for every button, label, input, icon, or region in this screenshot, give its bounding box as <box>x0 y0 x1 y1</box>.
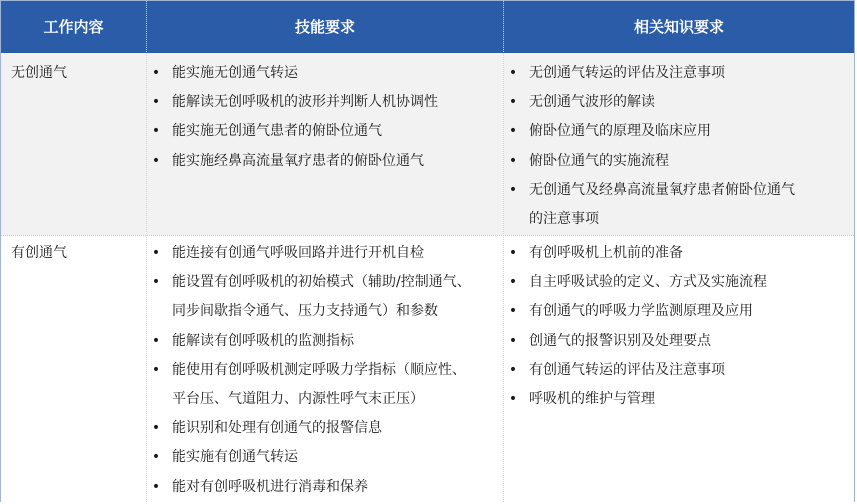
list-item: • 有创呼吸机上机前的准备 <box>508 245 683 261</box>
list-item: • 创通气的报警识别及处理要点 <box>508 332 711 349</box>
list-item: • 能实施无创通气患者的俯卧位通气 <box>151 123 382 140</box>
list-item: • 无创通气转运的评估及注意事项 <box>508 65 725 81</box>
list-item-continuation: 平台压、气道阻力、内源性呼气末正压） <box>172 390 424 407</box>
list-item: • 能实施经鼻高流量氧疗患者的俯卧位通气 <box>151 152 424 169</box>
skills-list-invasive <box>147 239 471 502</box>
list-item: • 无创通气波形的解读 <box>508 94 655 111</box>
list-item: • 能使用有创呼吸机测定呼吸力学指标（顺应性、 <box>151 361 466 378</box>
list-item-continuation: 同步间歇指令通气、压力支持通气）和参数 <box>172 303 438 320</box>
row-divider <box>1 235 854 236</box>
row-title-invasive: 有创通气 <box>11 245 67 261</box>
list-item: • 俯卧位通气的原理及临床应用 <box>508 123 711 140</box>
header-knowledge-requirements: 相关知识要求 <box>633 18 724 36</box>
skills-list-noninvasive <box>147 59 438 176</box>
table-header <box>1 1 854 53</box>
knowledge-list-noninvasive <box>504 59 795 234</box>
list-item: • 能识别和处理有创通气的报警信息 <box>151 420 382 437</box>
list-item: • 能解读无创呼吸机的波形并判断人机协调性 <box>151 94 438 111</box>
list-item: • 能实施无创通气转运 <box>151 65 298 81</box>
list-item: • 俯卧位通气的实施流程 <box>508 152 669 169</box>
list-item: • 自主呼吸试验的定义、方式及实施流程 <box>508 274 767 291</box>
knowledge-list-invasive <box>504 239 767 414</box>
header-work-content: 工作内容 <box>43 18 104 36</box>
list-item: • 呼吸机的维护与管理 <box>508 390 655 407</box>
list-item: • 有创通气转运的评估及注意事项 <box>508 361 725 378</box>
list-item-continuation: 的注意事项 <box>529 210 599 227</box>
list-item: • 有创通气的呼吸力学监测原理及应用 <box>508 303 753 320</box>
header-skill-requirements: 技能要求 <box>294 18 355 36</box>
list-item: • 能连接有创通气呼吸回路并进行开机自检 <box>151 245 424 261</box>
list-item: • 无创通气及经鼻高流量氧疗患者俯卧位通气 <box>508 181 795 198</box>
row-title-noninvasive: 无创通气 <box>11 65 67 81</box>
list-item: • 能解读有创呼吸机的监测指标 <box>151 332 354 349</box>
list-item: • 能对有创呼吸机进行消毒和保养 <box>151 478 368 495</box>
list-item: • 能实施有创通气转运 <box>151 449 298 466</box>
list-item: • 能设置有创呼吸机的初始模式（辅助/控制通气、 <box>151 274 471 291</box>
